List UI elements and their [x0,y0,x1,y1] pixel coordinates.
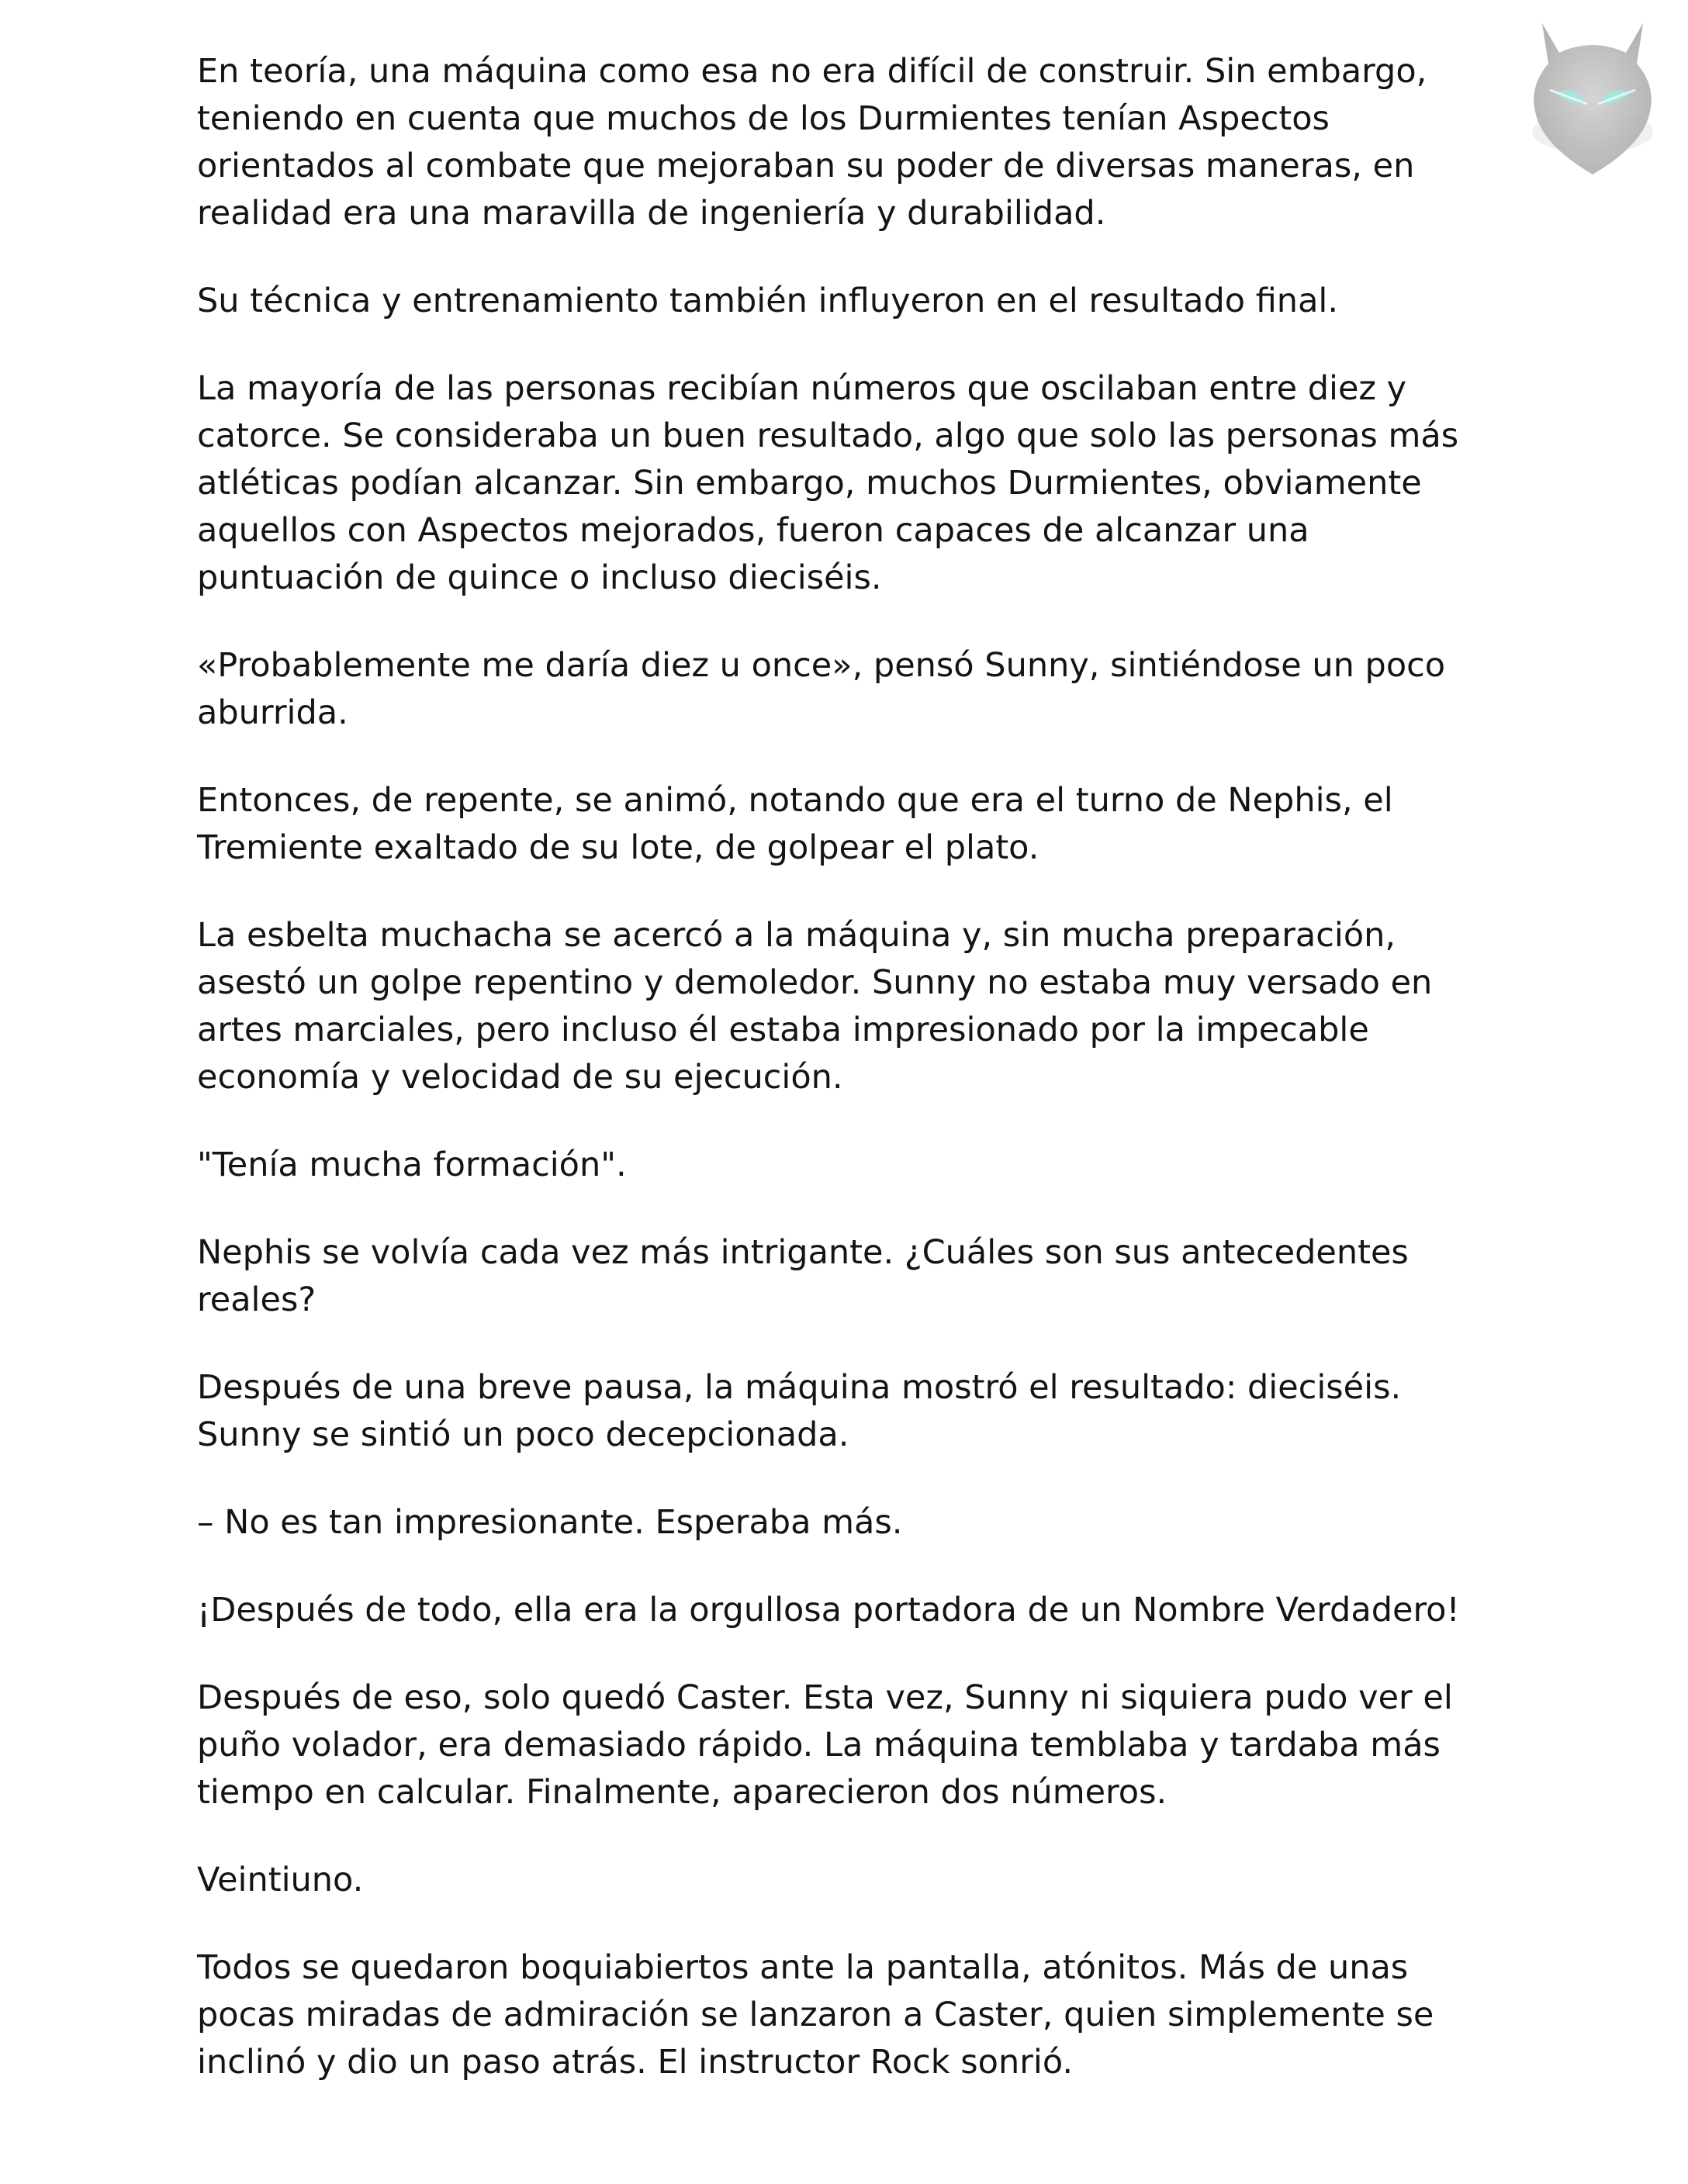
paragraph: "Tenía mucha formación". [197,1146,627,1184]
demon-mask-icon [1519,16,1666,186]
paragraph: La esbelta muchacha se acercó a la máquina y, sin mucha preparación, asestó un golpe repentino y demoledor. Sunny no estaba muy versado en artes marciales, pero incluso él estaba impresionado por la impecable economía y velocidad de su ejecución. [197,916,1433,1097]
document-body [197,48,1500,2086]
paragraph: Nephis se volvía cada vez más intrigante. ¿Cuáles son sus antecedentes reales? [197,1233,1409,1319]
paragraph: En teoría, una máquina como esa no era difícil de construir. Sin embargo, teniendo en cuenta que muchos de los Durmientes tenían Aspectos orientados al combate que mejoraban su poder de diversas maneras, en realidad era una maravilla de ingeniería y durabilidad. [197,52,1427,233]
paragraph: La mayoría de las personas recibían números que oscilaban entre diez y catorce. Se consideraba un buen resultado, algo que solo las personas más atléticas podían alcanzar. Sin embargo, muchos Durmientes, obviamente aquellos con Aspectos mejorados, fueron capaces de alcanzar una puntuación de quince o incluso dieciséis. [197,369,1459,597]
paragraph: – No es tan impresionante. Esperaba más. [197,1503,903,1542]
paragraph: Veintiuno. [197,1861,364,1899]
paragraph: Todos se quedaron boquiabiertos ante la pantalla, atónitos. Más de unas pocas miradas de admiración se lanzaron a Caster, quien simplemente se inclinó y dio un paso atrás. El instructor Rock sonrió. [197,1948,1434,2082]
paragraph: Después de eso, solo quedó Caster. Esta vez, Sunny ni siquiera pudo ver el puño volador, era demasiado rápido. La máquina temblaba y tardaba más tiempo en calcular. Finalmente, aparecieron dos números. [197,1678,1453,1812]
paragraph: Su técnica y entrenamiento también influyeron en el resultado final. [197,282,1339,320]
paragraph: Entonces, de repente, se animó, notando que era el turno de Nephis, el Tremiente exaltado de su lote, de golpear el plato. [197,781,1393,867]
paragraph: «Probablemente me daría diez u once», pensó Sunny, sintiéndose un poco aburrida. [197,646,1446,732]
paragraph: ¡Después de todo, ella era la orgullosa portadora de un Nombre Verdadero! [197,1591,1460,1629]
paragraph: Después de una breve pausa, la máquina mostró el resultado: dieciséis. Sunny se sintió un poco decepcionada. [197,1368,1402,1454]
